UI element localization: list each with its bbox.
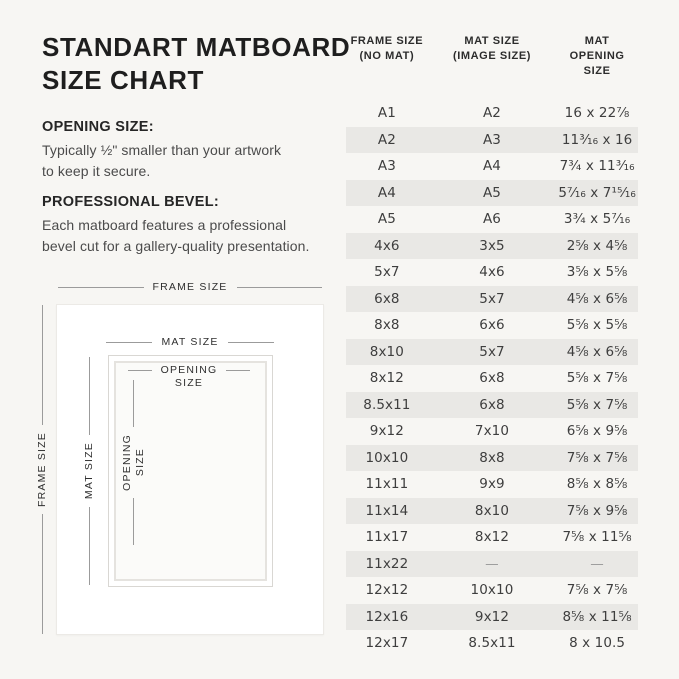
table-cell: 3⅝ x 5⅝ (566, 264, 628, 281)
table-row (346, 127, 638, 154)
table-cell: 5⅝ x 5⅝ (566, 317, 628, 334)
dim-line (58, 287, 144, 288)
table-row (346, 100, 638, 127)
table-cell: 6x8 (479, 370, 505, 387)
mat-size-side-label: MAT SIZE (83, 442, 95, 500)
dim-line (89, 507, 90, 585)
table-cell: 7⅝ x 7⅝ (566, 582, 628, 599)
section-heading: OPENING SIZE: (42, 119, 154, 135)
table-cell: 5x7 (479, 343, 505, 360)
table-cell: 5⅝ x 7⅝ (566, 396, 628, 413)
header-text: (NO MAT) (359, 50, 415, 62)
table-cell: 11³⁄₁₆ x 16 (561, 131, 633, 148)
table-cell: 8x10 (369, 343, 404, 360)
table-cell: 8.5x11 (468, 635, 516, 652)
table-cell: 4x6 (479, 264, 505, 281)
mat-size-label: MAT SIZE (161, 335, 219, 348)
table-cell: 11x11 (365, 476, 409, 493)
table-cell: A6 (482, 211, 501, 228)
table-row (346, 153, 638, 180)
header-text: MAT OPENING (569, 35, 625, 62)
header-cell-mat-opening (556, 34, 638, 79)
section-heading: PROFESSIONAL BEVEL: (42, 194, 220, 210)
table-cell: 9x12 (474, 608, 510, 625)
opening-size-dim-vertical (120, 380, 146, 545)
table-cell: A2 (482, 105, 501, 122)
table-cell: 16 x 22⅞ (564, 105, 630, 122)
header-text: MAT SIZE (464, 35, 520, 47)
table-cell: — (485, 555, 499, 572)
table-row (346, 365, 638, 392)
table-cell: 10x10 (365, 449, 409, 466)
header-text: FRAME SIZE (350, 35, 424, 47)
table-cell: 11x22 (365, 555, 409, 572)
dim-line (89, 357, 90, 435)
table-cell: A1 (377, 105, 396, 122)
table-cell: 4⅝ x 6⅝ (566, 343, 628, 360)
frame-size-side-label: FRAME SIZE (36, 432, 48, 508)
table-cell: 10x10 (470, 582, 514, 599)
section-opening-size (42, 119, 281, 182)
table-row (346, 471, 638, 498)
opening-size-label-line1: OPENING (160, 364, 218, 376)
table-cell: 12x17 (365, 635, 409, 652)
table-cell: 7⅝ x 7⅝ (566, 449, 628, 466)
table-cell: 2⅝ x 4⅝ (566, 237, 628, 254)
table-cell: 9x12 (369, 423, 404, 440)
table-row (346, 286, 638, 313)
frame-size-dim-vertical (36, 305, 48, 634)
dim-line (42, 305, 43, 425)
table-cell: 8x12 (369, 370, 404, 387)
table-cell: 7⅝ x 11⅝ (562, 529, 632, 546)
header-cell-frame-size (346, 34, 428, 79)
table-cell: 5x7 (374, 264, 400, 281)
header-text: SIZE (583, 65, 611, 77)
table-header (346, 34, 638, 79)
table-cell: 5⅝ x 7⅝ (566, 370, 628, 387)
table-cell: 11x17 (365, 529, 409, 546)
table-cell: 6x6 (479, 317, 505, 334)
page-title-line1: STANDART MATBOARD (42, 32, 351, 62)
dim-line (128, 370, 152, 371)
frame-size-dim-horizontal (58, 281, 322, 293)
table-row (346, 339, 638, 366)
table-cell: 12x16 (365, 608, 409, 625)
table-cell: 9x9 (479, 476, 505, 493)
table-cell: A4 (377, 184, 396, 201)
table-cell: 3¾ x 5⁷⁄₁₆ (563, 211, 631, 228)
table-row (346, 180, 638, 207)
table-row (346, 524, 638, 551)
table-row (346, 604, 638, 631)
table-cell: 8⅝ x 8⅝ (566, 476, 628, 493)
table-cell: 12x12 (365, 582, 409, 599)
table-row (346, 630, 638, 657)
table-row (346, 551, 638, 578)
table-cell: 8.5x11 (363, 396, 411, 413)
mat-size-dim-horizontal (106, 336, 274, 348)
opening-size-side-label-line2: SIZE (133, 448, 146, 477)
table-row (346, 498, 638, 525)
header-text: (IMAGE SIZE) (452, 50, 532, 62)
dim-line (133, 498, 134, 545)
size-table (346, 34, 638, 657)
section-text-line: bevel cut for a gallery-quality presentation. (42, 238, 310, 254)
page-title (42, 31, 350, 97)
table-cell: 8⅝ x 11⅝ (562, 608, 632, 625)
table-cell: 8x8 (374, 317, 400, 334)
section-text-line: Typically ½" smaller than your artwork (42, 142, 282, 158)
section-text-line: Each matboard features a professional (42, 217, 287, 233)
table-row (346, 206, 638, 233)
frame-size-label: FRAME SIZE (152, 280, 228, 293)
table-cell: 6⅝ x 9⅝ (566, 423, 628, 440)
table-cell: A3 (377, 158, 396, 175)
mat-size-dim-vertical (83, 357, 95, 585)
table-cell: 7x10 (474, 423, 510, 440)
table-cell: 6x8 (479, 396, 505, 413)
page-title-line2: SIZE CHART (42, 65, 204, 95)
table-row (346, 233, 638, 260)
dim-line (106, 342, 152, 343)
dim-line (133, 380, 134, 427)
table-cell: 11x14 (365, 502, 409, 519)
opening-size-label-line2: SIZE (174, 377, 204, 389)
table-cell: 8x8 (479, 449, 505, 466)
header-cell-mat-size (428, 34, 556, 79)
size-table-body (346, 100, 638, 657)
table-cell: A5 (482, 184, 501, 201)
table-cell: A4 (482, 158, 501, 175)
table-cell: 4x6 (374, 237, 400, 254)
opening-size-side-label-line1: OPENING (120, 434, 133, 491)
table-row (346, 577, 638, 604)
table-cell: A3 (482, 131, 501, 148)
dim-line (237, 287, 323, 288)
dim-line (228, 342, 274, 343)
dim-line (42, 514, 43, 634)
opening-size-label (128, 364, 250, 390)
table-cell: 6x8 (374, 290, 400, 307)
table-cell: 5x7 (479, 290, 505, 307)
table-cell: 8 x 10.5 (569, 635, 626, 652)
table-row (346, 392, 638, 419)
table-cell: A2 (377, 131, 396, 148)
table-row (346, 445, 638, 472)
table-cell: 3x5 (479, 237, 505, 254)
table-cell: 7⅝ x 9⅝ (566, 502, 628, 519)
table-cell: — (590, 555, 604, 572)
table-cell: 8x10 (474, 502, 510, 519)
matboard-diagram (36, 280, 332, 646)
table-row (346, 259, 638, 286)
section-professional-bevel (42, 194, 310, 257)
table-cell: 8x12 (474, 529, 510, 546)
dim-line (226, 370, 250, 371)
table-cell: 7¾ x 11³⁄₁₆ (559, 158, 635, 175)
table-cell: 4⅝ x 6⅝ (566, 290, 628, 307)
section-text-line: to keep it secure. (42, 163, 151, 179)
table-cell: A5 (377, 211, 396, 228)
table-cell: 5⁷⁄₁₆ x 7¹⁵⁄₁₆ (558, 184, 636, 201)
table-row (346, 312, 638, 339)
table-row (346, 418, 638, 445)
